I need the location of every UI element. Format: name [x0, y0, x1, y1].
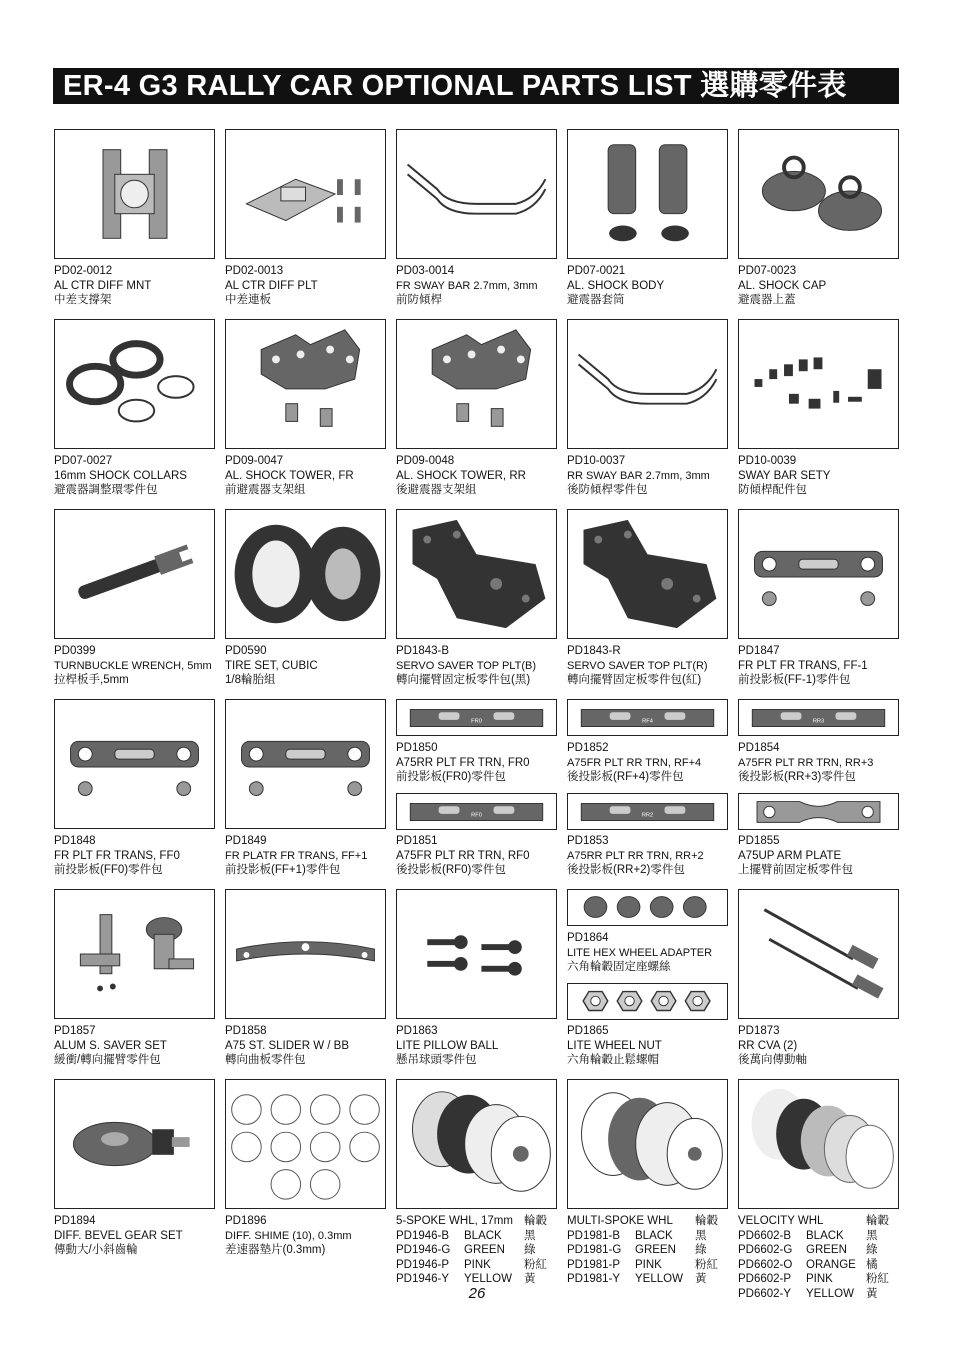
variant-color-cn: 黃: [524, 1273, 536, 1285]
page-number: 26: [468, 1285, 486, 1302]
arm-plate-icon: [568, 700, 727, 735]
part-caption: [54, 834, 180, 878]
part-name: AL. SHOCK BODY: [567, 279, 665, 292]
part-pd1894-image: [54, 1079, 215, 1209]
part-pd1849-image: [225, 699, 386, 829]
variant-color-cn: 綠: [695, 1244, 707, 1256]
wheel-variant-row: [567, 1258, 727, 1273]
part-pd1863-image: [396, 889, 557, 1019]
arm-plate-icon: [739, 700, 898, 735]
part-code: PD02-0012: [54, 265, 113, 277]
part-name: LITE HEX WHEEL ADAPTER: [567, 946, 713, 959]
variant-code: PD1981-P: [567, 1258, 621, 1271]
part-name-cn: 六角輪轂固定座螺絲: [567, 961, 671, 973]
wheel-variant-row: [396, 1243, 556, 1258]
variant-code: PD6602-Y: [738, 1287, 792, 1300]
part-caption: [54, 1024, 167, 1068]
variant-code: PD1981-G: [567, 1244, 622, 1256]
hex-adapter-icon: [568, 890, 727, 925]
svg-text:FR0: FR0: [471, 718, 482, 725]
part-pd03-0014-image: [396, 129, 557, 259]
svg-text:RF0: RF0: [471, 812, 482, 819]
part-name: DIFF. BEVEL GEAR SET: [54, 1229, 183, 1242]
part-code: PD0399: [54, 645, 96, 657]
part-name-cn: 緩衝/轉向擺臂零件包: [54, 1054, 161, 1066]
part-code: PD1850: [396, 742, 438, 754]
part-code: PD1855: [738, 835, 780, 847]
part-code: PD1873: [738, 1025, 780, 1037]
part-name-cn: 轉向曲板零件包: [225, 1054, 306, 1066]
part-caption: [567, 644, 708, 688]
part-pd09-0047-image: [225, 319, 386, 449]
part-name: A75FR PLT RR TRN, RR+3: [738, 756, 874, 769]
wheel-0-image: [396, 1079, 557, 1209]
part-code: PD1849: [225, 835, 267, 847]
part-caption: [225, 454, 354, 498]
wheel-header: [567, 1214, 727, 1229]
part-caption: [567, 1024, 662, 1068]
part-name-cn: 後投影板(RR+3)零件包: [738, 771, 856, 783]
variant-code: PD6602-P: [738, 1273, 792, 1285]
wheel-caption: [396, 1214, 556, 1287]
part-code: PD1854: [738, 742, 780, 754]
part-code: PD1847: [738, 645, 780, 657]
sway-bar-set-icon: [739, 320, 898, 448]
variant-color-cn: 綠: [866, 1244, 878, 1256]
part-name-cn: 後防傾桿零件包: [567, 484, 648, 496]
wheel-variant-row: [396, 1258, 556, 1273]
wheel-variant-row: [738, 1243, 898, 1258]
part-name: TIRE SET, CUBIC: [225, 659, 318, 672]
part-name-cn: 前投影板(FF+1)零件包: [225, 864, 341, 876]
part-name-cn: 後萬向傳動軸: [738, 1054, 807, 1066]
part-caption: [54, 644, 212, 688]
part-code: PD10-0039: [738, 455, 797, 467]
part-name: RR CVA (2): [738, 1039, 798, 1052]
part-pd1873-image: [738, 889, 899, 1019]
part-pd1864-image: [567, 889, 728, 926]
sway-bar-icon: [568, 320, 727, 448]
part-caption: [54, 264, 151, 308]
part-name-cn: 轉向擺臂固定板零件包(紅): [567, 674, 702, 686]
part-name: A75RR PLT RR TRN, RR+2: [567, 849, 704, 862]
wheel-name: 5-SPOKE WHL, 17mm: [396, 1215, 513, 1227]
part-name: A75RR PLT FR TRN, FR0: [396, 756, 530, 769]
part-caption: [54, 454, 187, 498]
arm-plate-icon: [568, 794, 727, 829]
part-pd1847-image: [738, 509, 899, 639]
variant-color: BLACK: [635, 1229, 673, 1242]
part-caption: [738, 1024, 807, 1068]
part-pd1843-r-image: [567, 509, 728, 639]
shock-cap-icon: [739, 130, 898, 258]
part-name-cn: 後投影板(RF+4)零件包: [567, 771, 684, 783]
part-name-cn: 前投影板(FF0)零件包: [54, 864, 163, 876]
part-code: PD10-0037: [567, 455, 626, 467]
part-pd1853-image: [567, 793, 728, 830]
part-caption: [225, 264, 318, 308]
variant-color: YELLOW: [635, 1273, 683, 1285]
part-code: PD1896: [225, 1215, 267, 1227]
part-name-cn: 差速器墊片(0.3mm): [225, 1244, 326, 1256]
cva-icon: [739, 890, 898, 1018]
part-code: PD1851: [396, 835, 438, 847]
part-caption: [396, 264, 538, 308]
wheel-name-cn: 輪轂: [866, 1215, 889, 1227]
part-name-cn: 轉向擺臂固定板零件包(黑): [396, 674, 531, 686]
part-pd1854-image: [738, 699, 899, 736]
part-pd10-0039-image: [738, 319, 899, 449]
part-name: AL CTR DIFF PLT: [225, 279, 318, 292]
part-pd1852-image: [567, 699, 728, 736]
wheel-variant-row: [738, 1229, 898, 1244]
wheel-1-image: [567, 1079, 728, 1209]
part-caption: [225, 1214, 352, 1258]
variant-color-cn: 黑: [866, 1229, 878, 1242]
variant-color-cn: 粉紅: [695, 1258, 718, 1271]
variant-color-cn: 綠: [524, 1244, 536, 1256]
wheel-name: VELOCITY WHL: [738, 1215, 824, 1227]
part-name-cn: 避震器上蓋: [738, 294, 796, 306]
part-name: LITE WHEEL NUT: [567, 1039, 662, 1052]
part-code: PD1858: [225, 1025, 267, 1037]
part-name: TURNBUCKLE WRENCH, 5mm: [54, 659, 212, 672]
part-caption: [396, 741, 530, 785]
part-code: PD1894: [54, 1215, 96, 1227]
part-name-cn: 懸吊球頭零件包: [396, 1054, 477, 1066]
part-name: FR PLT FR TRANS, FF0: [54, 849, 180, 862]
part-pd02-0012-image: [54, 129, 215, 259]
part-name-cn: 前投影板(FR0)零件包: [396, 771, 506, 783]
variant-code: PD1946-Y: [396, 1273, 450, 1285]
part-caption: [738, 264, 826, 308]
part-pd0399-image: [54, 509, 215, 639]
shock-body-icon: [568, 130, 727, 258]
arm-plate-icon: [397, 794, 556, 829]
part-code: PD1852: [567, 742, 609, 754]
part-caption: [225, 644, 318, 688]
pillow-ball-icon: [397, 890, 556, 1018]
part-caption: [567, 264, 664, 308]
part-caption: [567, 454, 710, 498]
part-code: PD07-0027: [54, 455, 113, 467]
variant-code: PD1946-B: [396, 1229, 450, 1242]
part-name-cn: 中差連板: [225, 294, 271, 306]
part-name-cn: 傳動大/小斜齒輪: [54, 1244, 138, 1256]
variant-color: ORANGE: [806, 1258, 856, 1271]
part-name: FR PLATR FR TRANS, FF+1: [225, 849, 368, 862]
part-name-cn: 上擺臂前固定板零件包: [738, 864, 853, 876]
page-title: ER-4 G3 RALLY CAR OPTIONAL PARTS LIST 選購零件表: [53, 68, 899, 104]
part-code: PD1843-B: [396, 645, 450, 657]
svg-text:RR3: RR3: [812, 718, 825, 725]
variant-color-cn: 黑: [524, 1229, 536, 1242]
svg-text:RF4: RF4: [642, 718, 653, 725]
part-caption: [738, 834, 853, 878]
svg-text:RR2: RR2: [641, 812, 654, 819]
variant-color: GREEN: [806, 1244, 847, 1256]
part-name-cn: 避震器套筒: [567, 294, 625, 306]
part-code: PD1863: [396, 1025, 438, 1037]
part-caption: [738, 644, 868, 688]
part-code: PD09-0048: [396, 455, 455, 467]
part-pd02-0013-image: [225, 129, 386, 259]
tire-icon: [226, 510, 385, 638]
part-name-cn: 1/8輪胎組: [225, 674, 276, 686]
part-name: SWAY BAR SETY: [738, 469, 831, 482]
variant-color-cn: 粉紅: [866, 1273, 889, 1285]
part-pd0590-image: [225, 509, 386, 639]
part-name-cn: 前投影板(FF-1)零件包: [738, 674, 851, 686]
part-name-cn: 避震器調整環零件包: [54, 484, 158, 496]
part-code: PD1857: [54, 1025, 96, 1037]
part-name: 16mm SHOCK COLLARS: [54, 469, 187, 482]
part-name: A75FR PLT RR TRN, RF0: [396, 849, 530, 862]
sway-bar-icon: [397, 130, 556, 258]
variant-color-cn: 黃: [866, 1287, 878, 1300]
variant-color: YELLOW: [806, 1287, 854, 1300]
variant-code: PD6602-G: [738, 1244, 793, 1256]
part-name: A75UP ARM PLATE: [738, 849, 842, 862]
part-code: PD07-0021: [567, 265, 626, 277]
part-pd1865-image: [567, 983, 728, 1020]
variant-color: BLACK: [464, 1229, 502, 1242]
wheel-name-cn: 輪轂: [524, 1215, 547, 1227]
part-pd1857-image: [54, 889, 215, 1019]
pivot-plate-icon: [226, 700, 385, 828]
variant-color: YELLOW: [464, 1273, 512, 1285]
part-name: SERVO SAVER TOP PLT(R): [567, 659, 708, 672]
wheel-variant-row: [396, 1229, 556, 1244]
wheel-2-image: [738, 1079, 899, 1209]
wheel-name: MULTI-SPOKE WHL: [567, 1215, 673, 1227]
part-name-cn: 防傾桿配件包: [738, 484, 807, 496]
pivot-plate-icon: [55, 700, 214, 828]
part-name: A75FR PLT RR TRN, RF+4: [567, 756, 702, 769]
part-pd1848-image: [54, 699, 215, 829]
wheel-header: [396, 1214, 556, 1229]
part-name: AL. SHOCK CAP: [738, 279, 827, 292]
slider-icon: [226, 890, 385, 1018]
part-caption: [54, 1214, 183, 1258]
bevel-gear-icon: [55, 1080, 214, 1208]
part-name: FR SWAY BAR 2.7mm, 3mm: [396, 279, 538, 292]
shock-tower-icon: [226, 320, 385, 448]
part-pd07-0023-image: [738, 129, 899, 259]
part-caption: [225, 834, 367, 878]
part-code: PD1843-R: [567, 645, 621, 657]
shim-icon: [226, 1080, 385, 1208]
pivot-plate-icon: [739, 510, 898, 638]
velocity-wheel-icon: [739, 1080, 898, 1208]
part-pd1855-image: [738, 793, 899, 830]
part-pd1858-image: [225, 889, 386, 1019]
part-code: PD09-0047: [225, 455, 284, 467]
part-pd09-0048-image: [396, 319, 557, 449]
part-code: PD1865: [567, 1025, 609, 1037]
variant-color-cn: 粉紅: [524, 1258, 547, 1271]
variant-color: BLACK: [806, 1229, 844, 1242]
arm-plate-icon: [397, 700, 556, 735]
servo-saver-plate-icon: [397, 510, 556, 638]
variant-code: PD1981-B: [567, 1229, 621, 1242]
wrench-icon: [55, 510, 214, 638]
center-diff-mount-icon: [55, 130, 214, 258]
part-pd10-0037-image: [567, 319, 728, 449]
part-pd1843-b-image: [396, 509, 557, 639]
variant-color: PINK: [464, 1258, 491, 1271]
part-name-cn: 後投影板(RF0)零件包: [396, 864, 506, 876]
part-pd07-0027-image: [54, 319, 215, 449]
part-name: AL. SHOCK TOWER, RR: [396, 469, 526, 482]
wheel-header: [738, 1214, 898, 1229]
part-code: PD03-0014: [396, 265, 455, 277]
part-caption: [396, 834, 530, 878]
variant-color: PINK: [635, 1258, 662, 1271]
part-code: PD1853: [567, 835, 609, 847]
wheel-caption: [567, 1214, 727, 1287]
part-name: DIFF. SHIME (10), 0.3mm: [225, 1229, 352, 1242]
variant-color: GREEN: [464, 1244, 505, 1256]
variant-color-cn: 橘: [866, 1258, 878, 1271]
part-pd1850-image: [396, 699, 557, 736]
part-code: PD07-0023: [738, 265, 797, 277]
variant-code: PD1946-P: [396, 1258, 450, 1271]
part-code: PD1864: [567, 932, 609, 944]
part-name-cn: 前防傾桿: [396, 294, 442, 306]
part-name-cn: 中差支撐架: [54, 294, 112, 306]
wheel-nut-icon: [568, 984, 727, 1019]
variant-color: PINK: [806, 1273, 833, 1285]
shock-collar-icon: [55, 320, 214, 448]
part-code: PD0590: [225, 645, 267, 657]
wheel-variant-row: [567, 1243, 727, 1258]
part-code: PD02-0013: [225, 265, 284, 277]
center-diff-plate-icon: [226, 130, 385, 258]
part-caption: [396, 1024, 498, 1068]
part-name: AL. SHOCK TOWER, FR: [225, 469, 354, 482]
variant-code: PD6602-B: [738, 1229, 792, 1242]
part-caption: [396, 644, 536, 688]
multi-spoke-wheel-icon: [568, 1080, 727, 1208]
variant-color: GREEN: [635, 1244, 676, 1256]
part-name: LITE PILLOW BALL: [396, 1039, 499, 1052]
variant-color-cn: 黃: [695, 1273, 707, 1285]
part-name: SERVO SAVER TOP PLT(B): [396, 659, 536, 672]
servo-saver-icon: [55, 890, 214, 1018]
part-caption: [738, 454, 830, 498]
part-pd07-0021-image: [567, 129, 728, 259]
part-caption: [396, 454, 526, 498]
part-pd1851-image: [396, 793, 557, 830]
servo-saver-plate-icon: [568, 510, 727, 638]
variant-color-cn: 黑: [695, 1229, 707, 1242]
5-spoke-wheel-icon: [397, 1080, 556, 1208]
part-caption: [567, 741, 701, 785]
variant-code: PD6602-O: [738, 1258, 793, 1271]
part-name: A75 ST. SLIDER W / BB: [225, 1039, 349, 1052]
part-caption: [567, 834, 704, 878]
wheel-variant-row: [738, 1258, 898, 1273]
part-caption: [225, 1024, 349, 1068]
part-name-cn: 拉桿板手,5mm: [54, 674, 129, 686]
part-name-cn: 前避震器支架組: [225, 484, 306, 496]
up-arm-plate-icon: [739, 794, 898, 829]
part-pd1896-image: [225, 1079, 386, 1209]
shock-tower-icon: [397, 320, 556, 448]
part-name: RR SWAY BAR 2.7mm, 3mm: [567, 469, 710, 482]
variant-code: PD1946-G: [396, 1244, 451, 1256]
part-caption: [567, 931, 712, 975]
wheel-name-cn: 輪轂: [695, 1215, 718, 1227]
part-caption: [738, 741, 873, 785]
part-name-cn: 六角輪轂止鬆螺帽: [567, 1054, 659, 1066]
wheel-variant-row: [567, 1229, 727, 1244]
part-name: ALUM S. SAVER SET: [54, 1039, 167, 1052]
part-name-cn: 後避震器支架組: [396, 484, 477, 496]
variant-code: PD1981-Y: [567, 1273, 621, 1285]
part-name-cn: 後投影板(RR+2)零件包: [567, 864, 685, 876]
part-name: FR PLT FR TRANS, FF-1: [738, 659, 868, 672]
part-name: AL CTR DIFF MNT: [54, 279, 152, 292]
part-code: PD1848: [54, 835, 96, 847]
